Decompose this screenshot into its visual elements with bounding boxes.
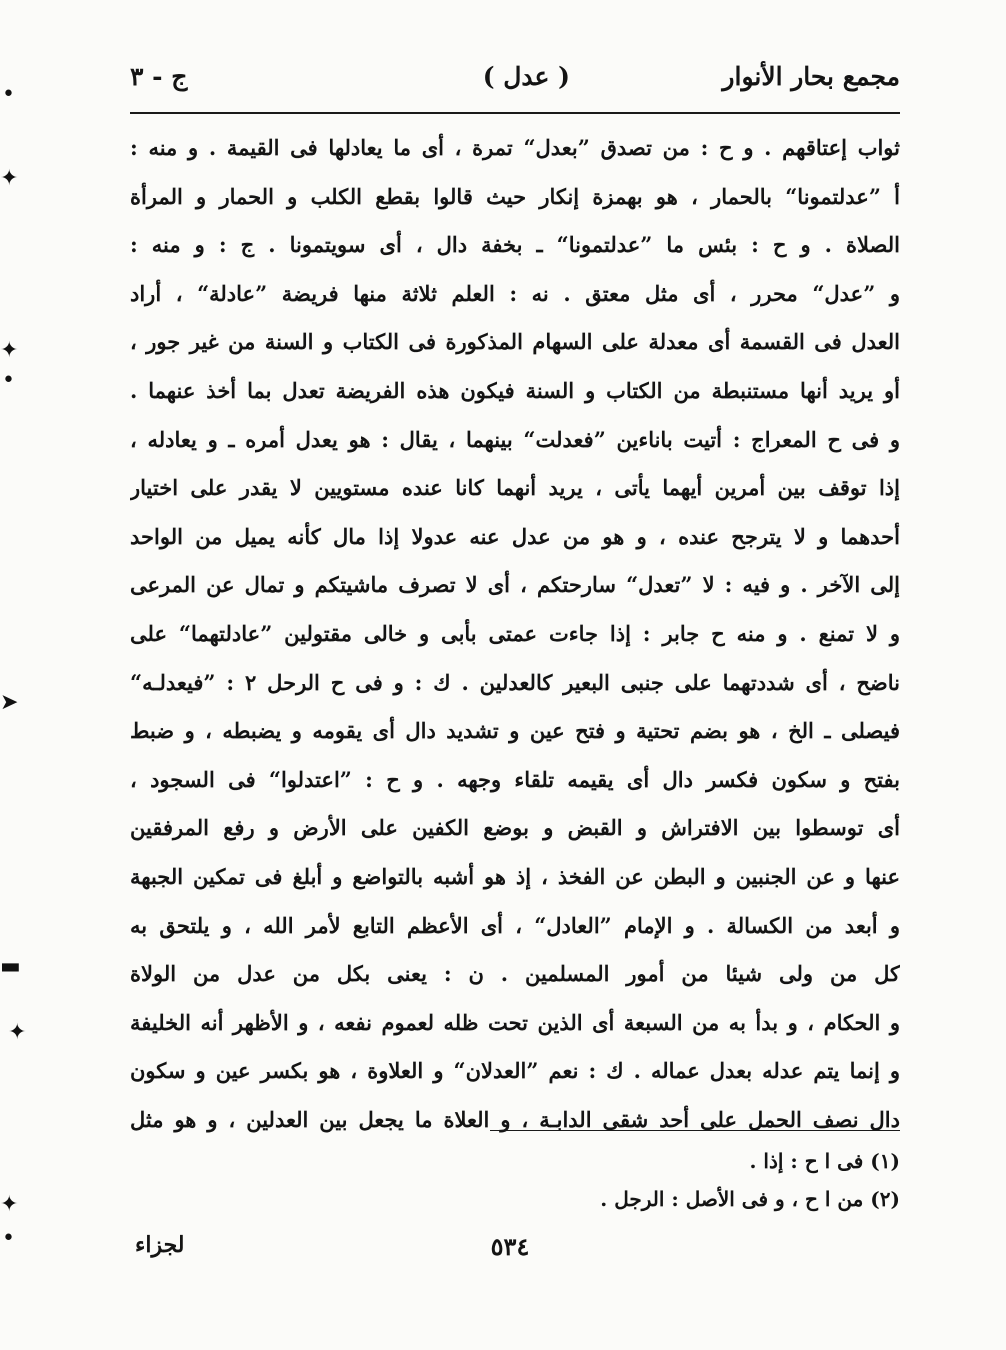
volume-label: ج - ٣	[130, 62, 188, 91]
text-line: إذا توقف بين أمرين أيهما يأتى ، يريد أنهما كانا عنده مستويين لا يقدر على اختيار	[130, 475, 900, 501]
footnote-rule	[490, 1130, 900, 1131]
scan-mark: •	[2, 1226, 15, 1251]
book-title: مجمع بحار الأنوار	[722, 62, 900, 91]
footnote: (٢) من ا ح ، و فى الأصل : الرجل .	[600, 1187, 900, 1211]
text-line: و فى ح المعراج : أتيت باناءين ”فعدلت“ بينهما ، يقال : هو يعدل أمره ـ و يعادله ،	[130, 426, 900, 452]
text-line: العدل فى القسمة أى معدلة على السهام المذكورة فى الكتاب و السنة من غير جور ،	[130, 329, 900, 355]
text-line: أو يريد أنها مستنبطة من الكتاب و السنة فيكون هذه الفريضة تعدل بما أخذ عنهما .	[130, 377, 900, 403]
text-line: فيصلى ـ الخ ، هو بضم تحتية و فتح عين و تشديد دال أى يقومه و يضبطه ، و ضبط	[130, 718, 900, 744]
footnotes	[490, 1142, 900, 1218]
text-line: دال نصف الحمل على أحد شقى الدابـة ، و العلاة ما يجعل بين العدلين ، و هو مثل	[130, 1106, 900, 1132]
scan-mark: ✦	[0, 338, 19, 363]
text-line: و لا تمنع . و منه ح جابر : إذا جاءت عمتى بأبى و خالى مقتولين ”عادلتهما“ على	[130, 620, 900, 646]
text-line: عنها و عن الجنبين و البطن عن الفخذ ، إذ هو أشبه بالتواضع و أبلغ فى تمكين الجبهة	[130, 863, 900, 889]
text-line: أحدهما و لا يترجح عنده ، و هو من عدل عنه عدولا إذا مال كأنه يميل من الواحد	[130, 523, 900, 549]
scan-mark: ▬	[0, 954, 21, 979]
text-line: بفتح و سكون فكسر دال أى يقيمه تلقاء وجهه . و ح : ”اعتدلوا“ فى السجود ،	[130, 766, 900, 792]
text-line: أ ”عدلتمونا“ بالحمار ، هو بهمزة إنكار حيث قالوا بقطع الكلب و الحمار و المرأة	[130, 183, 900, 209]
main-text	[130, 124, 900, 1144]
text-line: و ”عدل“ محرر ، أى مثل معتق . نه : العلم ثلاثة منها فريضة ”عادلة“ ، أراد	[130, 280, 900, 306]
scan-mark: ✦	[0, 1192, 19, 1217]
scan-mark: ✦	[8, 1020, 27, 1045]
text-line: ناضح ، أى شددتهما على جنبى البعير كالعدلين . ك : و فى ح الرحل ٢ : ”فيعدلـه“	[130, 669, 900, 695]
text-line: و إنما يتم عدله بعدل عماله . ك : نعم ”العدلان“ و العلاوة ، هو بكسر عين و سكون	[130, 1058, 900, 1084]
text-line: و أبعد من الكسالة . و الإمام ”العادل“ ، أى الأعظم التابع لأمر الله ، و يلتحق به	[130, 912, 900, 938]
text-line: إلى الآخر . و فيه : لا ”تعدل“ سارحتكم ، أى لا تصرف ماشيتكم و تمال عن المرعى	[130, 572, 900, 598]
signature-mark: لجزاء	[135, 1232, 185, 1258]
scan-mark: •	[2, 82, 15, 107]
entry-heading: ( عدل )	[482, 62, 570, 91]
header-rule	[130, 112, 900, 114]
text-line: الصلاة . و ح : بئس ما ”عدلتمونا“ ـ بخفة دال ، أى سويتمونا . ج : و منه :	[130, 232, 900, 258]
running-header	[130, 58, 900, 98]
scan-mark: ✦	[0, 166, 19, 191]
text-line: أى توسطوا بين الافتراش و القبض و بوضع الكفين على الأرض و رفع المرفقين	[130, 815, 900, 841]
text-line: كل من ولى شيئا من أمور المسلمين . ن : يعنى بكل من عدل من الولاة	[130, 961, 900, 987]
page-number: ٥٣٤	[490, 1232, 530, 1261]
scan-mark: •	[2, 368, 15, 393]
footnote: (١) فى ا ح : إذا .	[749, 1149, 900, 1173]
text-line: ثواب إعتاقهم . و ح : من تصدق ”بعدل“ تمرة ، أى ما يعادلها فى القيمة . و منه :	[130, 135, 900, 160]
scan-mark: ➤	[0, 690, 19, 715]
text-line: و الحكام ، و بدأ به من السبعة أى الذين تحت ظله لعموم نفعه ، و الأظهر أنه الخليفة	[130, 1009, 900, 1035]
